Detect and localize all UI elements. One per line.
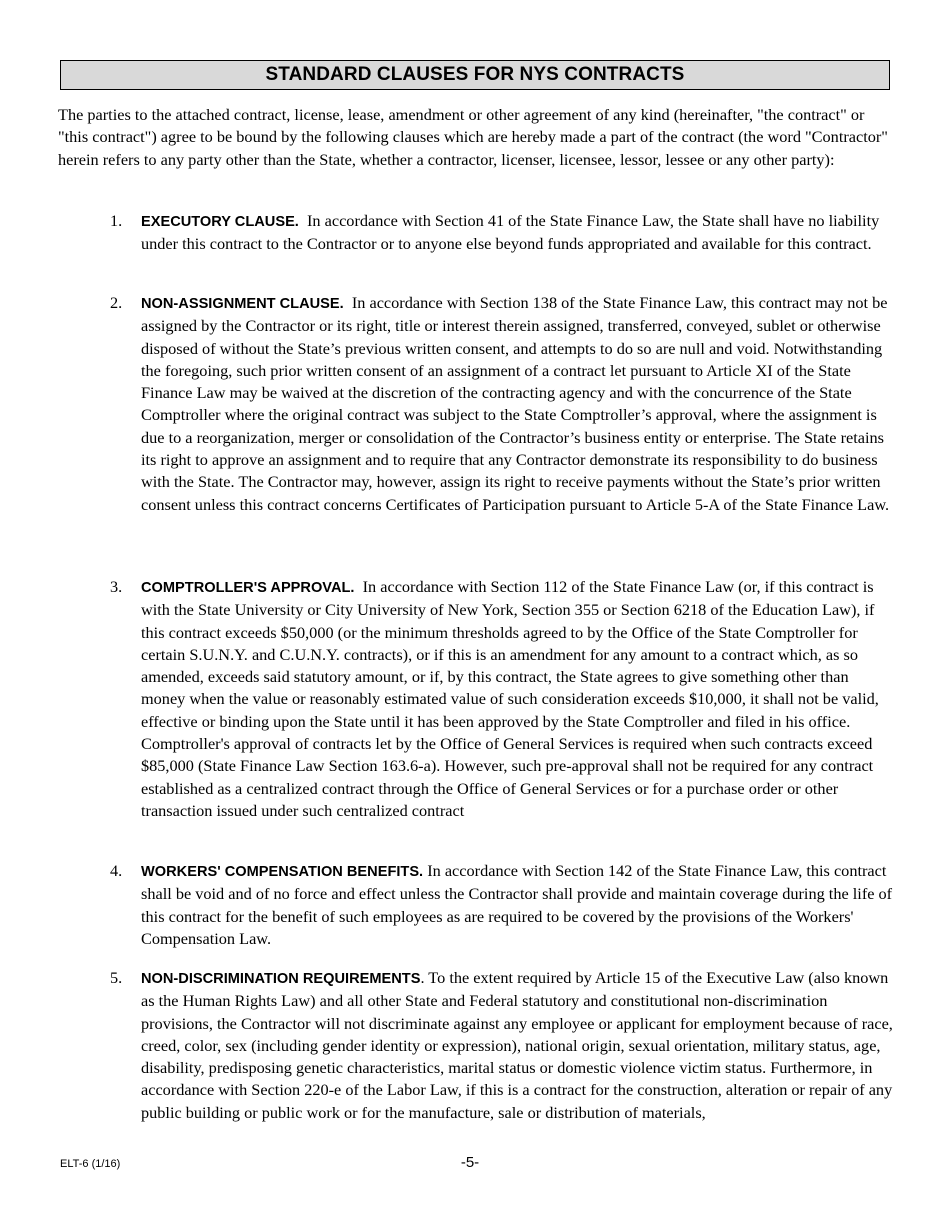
clause-number: 3.: [110, 577, 123, 596]
clause-text: In accordance with Section 41 of the State Finance Law, the State shall have no liability under this contract to the Contractor or to anyone else beyond funds appropriated and available for this contract.: [141, 211, 880, 254]
clause-non-discrimination: [110, 967, 895, 1124]
clause-heading: EXECUTORY CLAUSE.: [141, 214, 299, 230]
clause-number: 4.: [110, 861, 123, 880]
clause-number: 2.: [110, 293, 123, 312]
clause-comptroller-approval: [110, 576, 895, 822]
clause-text: . To the extent required by Article 15 of the Executive Law (also known as the Human Rights Law) and all other State and Federal statutory and constitutional non-discrimination provisions, the Contractor will not discriminate against any employee or applicant for employment because of race, creed, color, sex (including gender identity or expression), national origin, sexual orientation, military status, age, disability, predisposing genetic characteristics, marital status or domestic violence victim status. Furthermore, in accordance with Section 220-e of the Labor Law, if this is a contract for the construction, alteration or repair of any public building or public work or for the manufacture, sale or distribution of materials,: [141, 968, 893, 1122]
clause-non-assignment: [110, 292, 895, 516]
clause-text: In accordance with Section 138 of the State Finance Law, this contract may not be assigned by the Contractor or its right, title or interest therein assigned, transferred, conveyed, sublet or otherwise disposed of without the State’s previous written consent, and attempts to do so are null and void. Notwithstanding the foregoing, such prior written consent of an assignment of a contract let pursuant to Article XI of the State Finance Law may be waived at the discretion of the contracting agency and with the concurrence of the State Comptroller where the original contract was subject to the State Comptroller’s approval, where the assignment is due to a reorganization, merger or consolidation of the Contractor’s business entity or enterprise. The State retains its right to approve an assignment and to require that any Contractor demonstrate its responsibility to do business with the State. The Contractor may, however, assign its right to receive payments without the State’s prior written consent unless this contract concerns Certificates of Participation pursuant to Article 5-A of the State Finance Law.: [141, 293, 890, 514]
clause-text: In accordance with Section 112 of the State Finance Law (or, if this contract is with the State University or City University of New York, Section 355 or Section 6218 of the Education Law), if this contract exceeds $50,000 (or the minimum thresholds agreed to by the Office of the State Comptroller for certain S.U.N.Y. and C.U.N.Y. contracts), or if this is an amendment for any amount to a contract which, as so amended, exceeds said statutory amount, or if, by this contract, the State agrees to give something other than money when the value or reasonably estimated value of such consideration exceeds $10,000, it shall not be valid, effective or binding upon the State until it has been approved by the State Comptroller and filed in his office. Comptroller's approval of contracts let by the Office of General Services is required when such contracts exceed $85,000 (State Finance Law Section 163.6-a). However, such pre-approval shall not be required for any contract established as a centralized contract through the Office of General Services or for a purchase order or other transaction issued under such centralized contract: [141, 577, 879, 820]
clause-heading: NON-DISCRIMINATION REQUIREMENTS: [141, 971, 421, 987]
clause-number: 5.: [110, 968, 123, 987]
clause-heading: WORKERS' COMPENSATION BENEFITS.: [141, 864, 424, 880]
clause-heading: NON-ASSIGNMENT CLAUSE.: [141, 296, 344, 312]
clause-heading: COMPTROLLER'S APPROVAL.: [141, 580, 355, 596]
document-title: STANDARD CLAUSES FOR NYS CONTRACTS: [60, 60, 890, 90]
form-code: ELT-6 (1/16): [60, 1158, 121, 1170]
clause-workers-compensation: [110, 860, 895, 950]
page-number: -5-: [460, 1154, 480, 1171]
clause-number: 1.: [110, 211, 123, 230]
clause-text: In accordance with Section 142 of the State Finance Law, this contract shall be void and of no force and effect unless the Contractor shall provide and maintain coverage during the life of this contract for the benefit of such employees as are required to be covered by the provisions of the Workers' Compensation Law.: [141, 861, 893, 948]
clause-executory: [110, 210, 895, 256]
intro-paragraph: The parties to the attached contract, license, lease, amendment or other agreement of any kind (hereinafter, "the contract" or "this contract") agree to be bound by the following clauses which are hereby made a part of the contract (the word "Contractor" herein refers to any party other than the State, whether a contractor, licenser, licensee, lessor, lessee or any other party):: [58, 105, 888, 169]
